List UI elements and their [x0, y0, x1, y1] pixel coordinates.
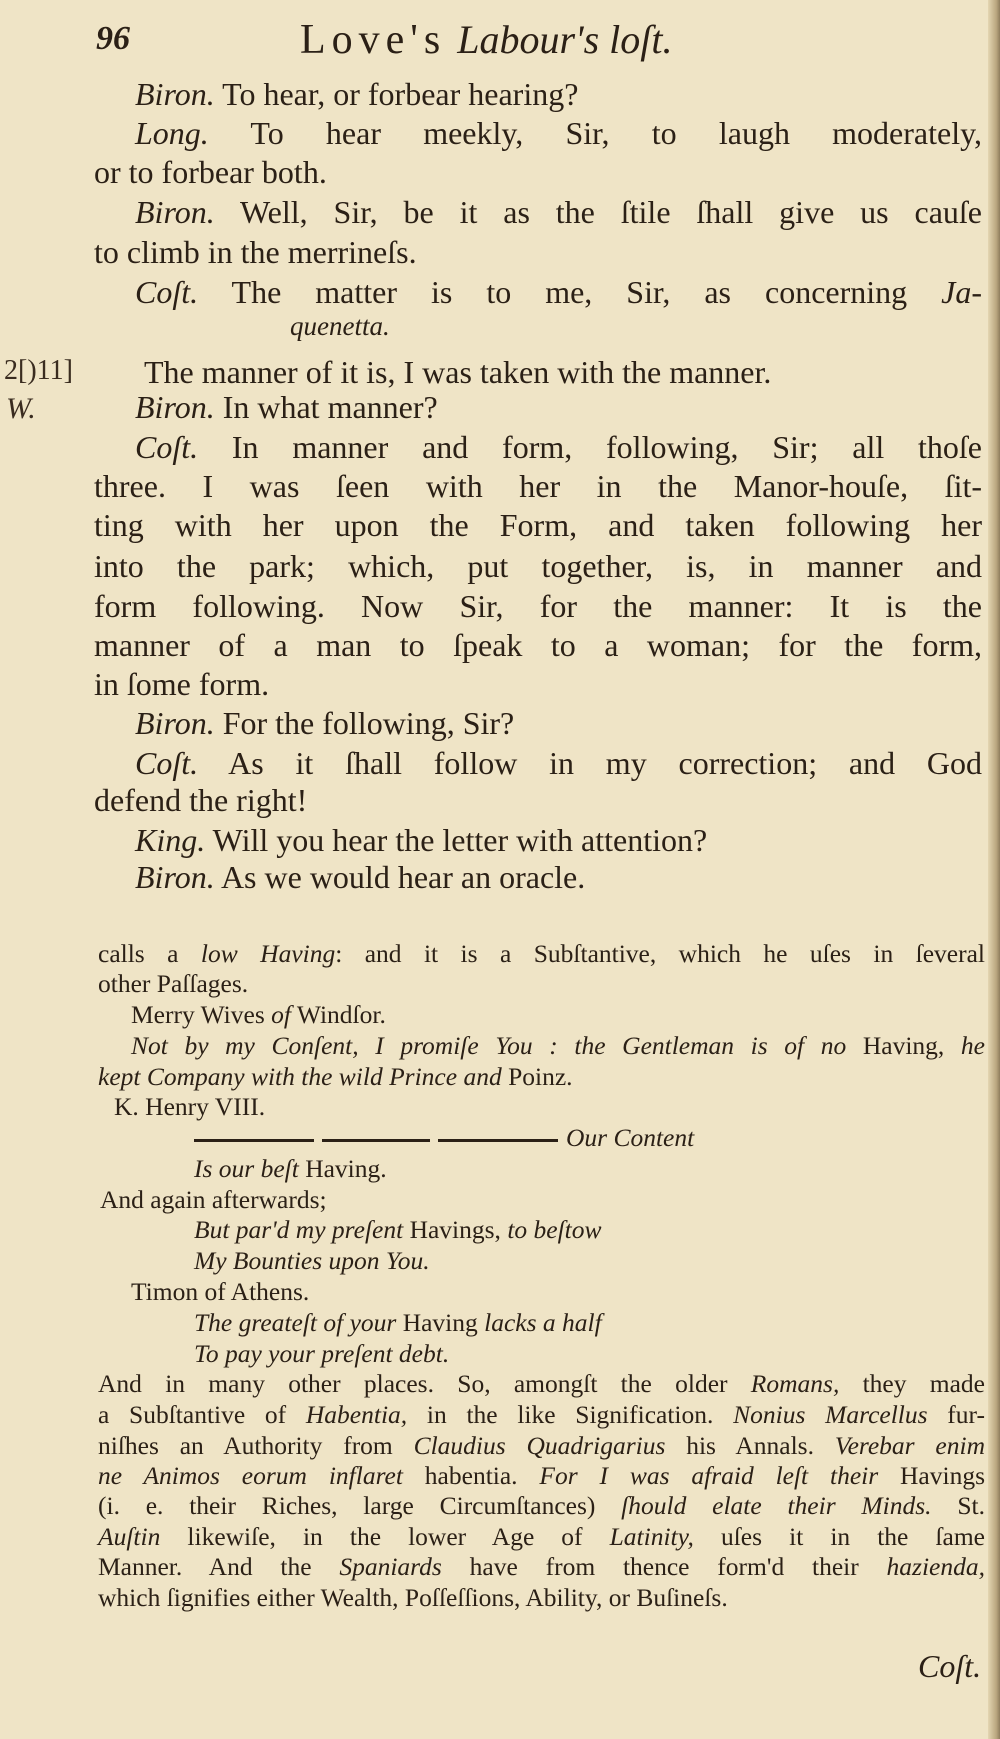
- body-line: [135, 861, 585, 893]
- roman-text: ting with her upon the Form, and taken following her: [94, 507, 982, 543]
- italic-text: Habentia,: [305, 1400, 408, 1429]
- italic-text: Long.: [135, 115, 209, 151]
- page-number: 96: [96, 20, 130, 57]
- footnote-line: [194, 1156, 387, 1182]
- italic-text: kept Company with the wild Prince and: [98, 1062, 502, 1091]
- italic-text: Coſt.: [135, 274, 199, 310]
- italic-text: quenetta.: [290, 311, 390, 341]
- italic-text: Is our beſt: [194, 1154, 299, 1183]
- roman-text: or to forbear both.: [94, 154, 327, 190]
- roman-text: uſes it in the ſame: [693, 1522, 985, 1551]
- italic-text: Coſt.: [135, 745, 199, 781]
- roman-text: (i. e. their Riches, large Circumſtances): [98, 1491, 622, 1520]
- roman-text: Having.: [298, 1154, 387, 1183]
- italic-text: Biron.: [135, 76, 215, 112]
- italic-text: Biron.: [135, 705, 215, 741]
- italic-text: Latinity,: [609, 1522, 694, 1551]
- rule-dash: [438, 1139, 558, 1142]
- roman-text: a Subſtantive of: [98, 1400, 306, 1429]
- italic-text: of: [271, 1000, 291, 1029]
- roman-text: other Paſſages.: [98, 969, 249, 998]
- italic-text: Ja-: [941, 274, 982, 310]
- roman-text: To hear, or forbear hearing?: [214, 76, 579, 112]
- roman-text: Poinz.: [501, 1062, 573, 1091]
- roman-text: fur-: [927, 1400, 985, 1429]
- roman-text: In manner and form, following, Sir; all thoſe: [198, 429, 982, 465]
- footnote-line: [131, 1002, 386, 1028]
- running-title-smallcaps: Love's: [300, 17, 447, 63]
- roman-text: they made: [839, 1369, 986, 1398]
- roman-text: Timon of Athens.: [131, 1277, 310, 1306]
- italic-text: hazienda,: [886, 1552, 985, 1581]
- footnote-line: [114, 1094, 265, 1120]
- body-line: [94, 590, 982, 622]
- roman-text: The manner of it is, I was taken: [144, 354, 558, 390]
- footnote-line: [98, 1463, 985, 1489]
- italic-text: lacks a half: [484, 1308, 602, 1337]
- roman-text: And in many other places. So, amongſt the older: [98, 1369, 751, 1398]
- body-line: [135, 707, 514, 739]
- roman-text: As it ſhall follow in my correction; and God: [198, 745, 982, 781]
- footnote-line: [98, 1402, 985, 1428]
- body-line: [135, 747, 982, 779]
- rule-dash: [322, 1139, 430, 1142]
- footnote-line: [194, 1248, 430, 1274]
- roman-text: to climb in the merrineſs.: [94, 234, 417, 270]
- roman-text: : and it is a Subſtantive, which he uſes in ſeveral: [335, 939, 985, 968]
- roman-text: As we would hear an oracle.: [214, 859, 586, 895]
- roman-text: The matter is to me, Sir, as concerning: [198, 274, 942, 310]
- roman-text: Having: [396, 1308, 485, 1337]
- italic-text: The greateſt of your: [194, 1308, 397, 1337]
- roman-text: with: [557, 354, 615, 390]
- roman-text: For the following, Sir?: [214, 705, 515, 741]
- body-line: [94, 550, 982, 582]
- roman-text: likewiſe, in the lower Age of: [160, 1522, 610, 1551]
- rule-dash: [194, 1139, 314, 1142]
- body-line: [135, 431, 982, 463]
- body-line: [94, 236, 417, 268]
- roman-text: To hear meekly, Sir, to laugh moderately,: [208, 115, 982, 151]
- italic-text: King.: [135, 822, 206, 858]
- italic-text: Claudius Quadrigarius: [413, 1431, 666, 1460]
- italic-text: Verebar enim: [834, 1431, 985, 1460]
- roman-text: St.: [931, 1491, 985, 1520]
- italic-text: Nonius Marcellus: [733, 1400, 928, 1429]
- footnote-segment: [566, 1123, 694, 1152]
- italic-text: But par'd my preſent: [194, 1215, 404, 1244]
- roman-text: form following. Now Sir, for the manner: It is the: [94, 588, 982, 624]
- italic-text: Our Content: [566, 1123, 695, 1152]
- body-line: [94, 629, 982, 661]
- footnote-line: [194, 1217, 602, 1243]
- roman-text: Havings,: [403, 1215, 508, 1244]
- roman-text: K. Henry VIII.: [114, 1092, 266, 1121]
- footnote-line: [100, 1187, 327, 1213]
- italic-text: My Bounties upon You.: [194, 1246, 430, 1275]
- roman-text: Manner. And the: [98, 1552, 340, 1581]
- footnote-line: [194, 1310, 602, 1336]
- roman-text: into the park; which, put together, is, in manner and: [94, 548, 982, 584]
- roman-text: Windſor.: [290, 1000, 386, 1029]
- roman-text: Well, Sir, be it as the ſtile ſhall give us cauſe: [214, 194, 982, 230]
- italic-text: Biron.: [135, 194, 215, 230]
- margin-annotation: W.: [6, 392, 36, 425]
- page-edge: [988, 0, 1000, 1739]
- body-line: [135, 391, 438, 423]
- roman-text: And again afterwards;: [100, 1185, 327, 1214]
- roman-text: Havings: [878, 1461, 985, 1490]
- body-line: [290, 313, 390, 340]
- italic-text: For I was afraid leſt their: [539, 1461, 879, 1490]
- italic-text: Biron.: [135, 389, 215, 425]
- italic-text: Romans,: [750, 1369, 840, 1398]
- roman-text: In what manner?: [214, 389, 438, 425]
- footnote-line: [98, 1524, 985, 1550]
- roman-text: defend the right!: [94, 782, 308, 818]
- roman-text: which ſignifies either Wealth, Poſſeſſions, Ability, or Buſineſs.: [98, 1583, 728, 1612]
- roman-text: calls a: [98, 939, 201, 968]
- roman-text: his Annals.: [665, 1431, 835, 1460]
- body-line: [144, 356, 771, 388]
- roman-text: in ſome form.: [94, 666, 270, 702]
- body-line: [135, 78, 578, 110]
- margin-annotation: 2[)11]: [4, 355, 73, 386]
- roman-text: in the like Signification.: [407, 1400, 734, 1429]
- roman-text: the manner.: [614, 354, 772, 390]
- body-line: [135, 824, 707, 856]
- footnote-line: [131, 1279, 309, 1305]
- footnote-line: [98, 1433, 985, 1459]
- footnote-line: [98, 1585, 728, 1611]
- body-line: [94, 470, 982, 502]
- footnote-dash-line: [194, 1125, 694, 1151]
- body-line: [94, 784, 307, 816]
- italic-text: to beſtow: [507, 1215, 602, 1244]
- italic-text: Auſtin: [98, 1522, 161, 1551]
- body-line: [94, 668, 269, 700]
- italic-text: low Having: [200, 939, 336, 968]
- italic-text: To pay your preſent debt.: [194, 1339, 450, 1368]
- roman-text: habentia.: [402, 1461, 540, 1490]
- running-title: [300, 16, 673, 64]
- footnote-line: [131, 1033, 985, 1059]
- roman-text: Will you hear the letter with attention?: [205, 822, 708, 858]
- body-line: [135, 196, 982, 228]
- footnote-line: [98, 1371, 985, 1397]
- body-line: [135, 276, 982, 308]
- body-line: [94, 509, 982, 541]
- body-line: [94, 156, 327, 188]
- footnote-line: [98, 941, 985, 967]
- roman-text: niſhes an Authority from: [98, 1431, 414, 1460]
- italic-text: Spaniards: [339, 1552, 442, 1581]
- italic-text: he: [960, 1031, 985, 1060]
- running-title-italic: Labour's loſt.: [457, 17, 673, 62]
- body-line: [135, 117, 982, 149]
- footnote-line: [98, 971, 248, 997]
- italic-text: ſhould elate their Minds.: [621, 1491, 932, 1520]
- footnote-line: [194, 1341, 449, 1367]
- roman-text: Merry Wives: [131, 1000, 272, 1029]
- roman-text: have from thence form'd their: [441, 1552, 887, 1581]
- roman-text: three. I was ſeen with her in the Manor-houſe, ſit-: [94, 468, 982, 504]
- roman-text: manner of a man to ſpeak to a woman; for the form,: [94, 627, 982, 663]
- footnote-line: [98, 1493, 985, 1519]
- italic-text: Not by my Conſent, I promiſe You : the Gentleman is of no: [131, 1031, 847, 1060]
- footnote-line: [98, 1064, 573, 1090]
- roman-text: Having,: [846, 1031, 961, 1060]
- footnote-line: [98, 1554, 985, 1580]
- italic-text: Biron.: [135, 859, 215, 895]
- italic-text: Coſt.: [135, 429, 199, 465]
- catchword: Coſt.: [918, 1648, 982, 1684]
- italic-text: ne Animos eorum inflaret: [98, 1461, 403, 1490]
